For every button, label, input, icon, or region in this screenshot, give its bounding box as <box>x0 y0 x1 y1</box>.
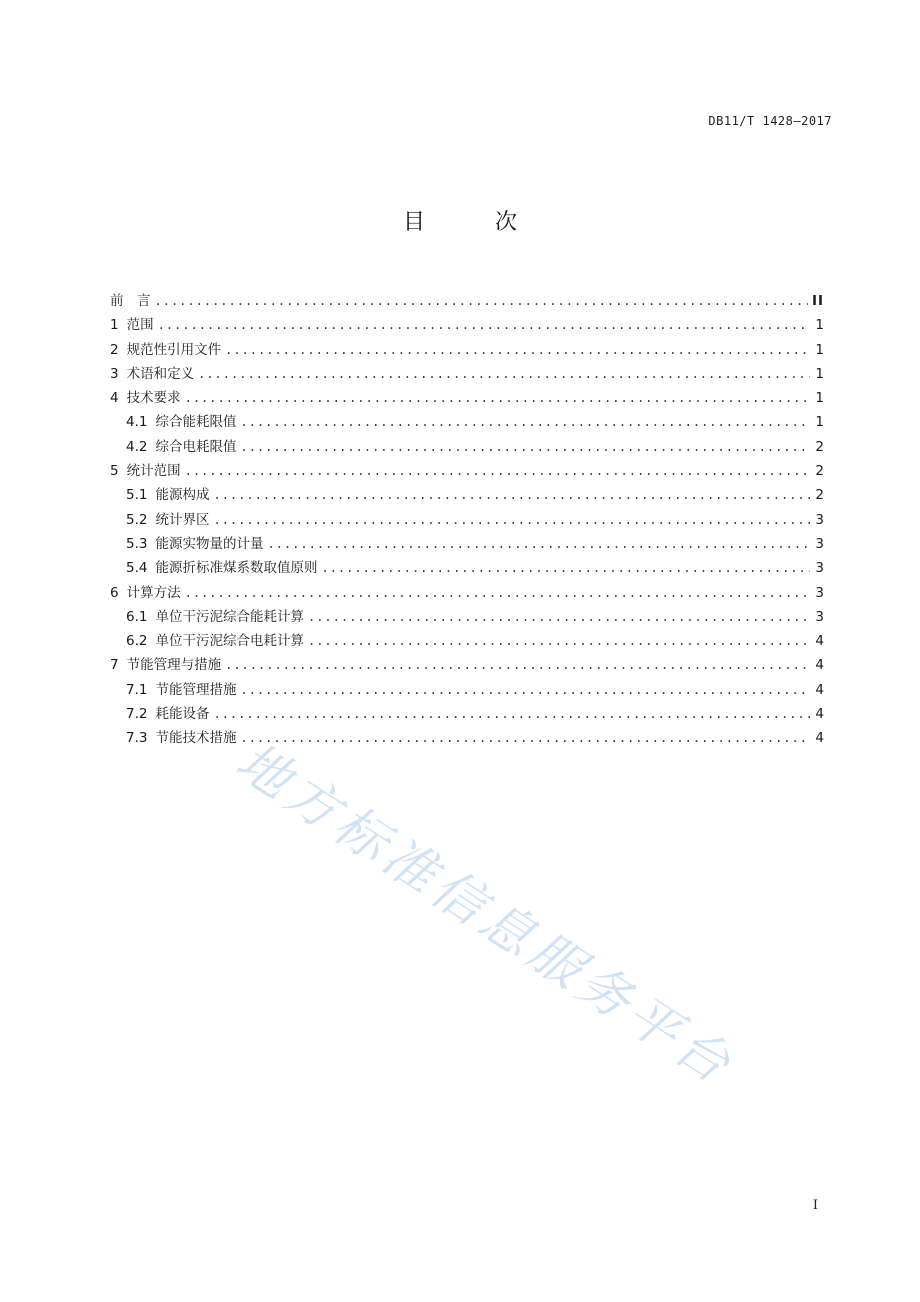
toc-entry[interactable] <box>110 362 824 386</box>
toc-entry[interactable] <box>110 508 824 532</box>
toc-entry-page: 3 <box>815 584 824 601</box>
toc-leader-dots <box>240 435 810 459</box>
toc-entry[interactable] <box>110 726 824 750</box>
toc-entry[interactable] <box>110 629 824 653</box>
toc-entry-title: 节能管理措施 <box>155 681 237 698</box>
toc-entry[interactable] <box>110 435 824 459</box>
toc-entry-number: 6.2 <box>126 633 148 650</box>
toc-entry-title: 计算方法 <box>126 584 181 601</box>
toc-entry-title: 能源实物量的计量 <box>155 535 264 552</box>
toc-entry-number: 6.1 <box>126 608 148 625</box>
toc-leader-dots <box>213 702 810 726</box>
toc-entry-page: II <box>811 293 824 309</box>
toc-entry-page: 4 <box>815 706 824 723</box>
toc-leader-dots <box>198 362 810 386</box>
toc-entry[interactable] <box>110 459 824 483</box>
toc-entry-page: 2 <box>815 438 824 455</box>
toc-entry-title: 术语和定义 <box>126 365 195 382</box>
document-code: DB11/T 1428—2017 <box>708 114 832 128</box>
toc-entry-title: 综合电耗限值 <box>155 438 237 455</box>
toc-entry-number: 7.2 <box>126 706 148 723</box>
toc-entry-page: 3 <box>815 608 824 625</box>
toc-entry[interactable] <box>110 483 824 507</box>
toc-entry[interactable] <box>110 702 824 726</box>
toc-entry-number: 1 <box>110 317 119 334</box>
toc-entry-title: 耗能设备 <box>155 706 210 723</box>
toc-entry[interactable] <box>110 338 824 362</box>
toc-entry[interactable] <box>110 556 824 580</box>
toc-entry-title: 单位干污泥综合电耗计算 <box>155 633 304 650</box>
page-number: I <box>812 1198 818 1213</box>
toc-entry-number: 6 <box>110 584 119 601</box>
toc-entry-number: 5 <box>110 463 119 480</box>
toc-leader-dots <box>213 508 810 532</box>
toc-entry-page: 3 <box>815 560 824 577</box>
toc-entry-page: 2 <box>815 463 824 480</box>
toc-entry[interactable] <box>110 289 824 313</box>
toc-entry-number: 7 <box>110 657 119 674</box>
toc-entry-title: 规范性引用文件 <box>126 341 222 358</box>
toc-leader-dots <box>267 532 810 556</box>
toc-entry-title: 技术要求 <box>126 390 181 407</box>
toc-leader-dots <box>225 653 810 677</box>
watermark: 地方标准信息服务平台 <box>225 731 745 1098</box>
toc-entry-page: 1 <box>815 390 824 407</box>
toc-entry-number: 4.2 <box>126 438 148 455</box>
toc-entry-number: 7.1 <box>126 681 148 698</box>
toc-entry-number: 5.1 <box>126 487 148 504</box>
toc-leader-dots <box>158 313 810 337</box>
toc-entry[interactable] <box>110 653 824 677</box>
toc-entry-page: 2 <box>815 487 824 504</box>
toc-entry-page: 1 <box>815 365 824 382</box>
toc-entry-page: 4 <box>815 681 824 698</box>
toc-entry-number: 5.4 <box>126 560 148 577</box>
toc-entry-number: 7.3 <box>126 730 148 747</box>
toc-entry-page: 4 <box>815 633 824 650</box>
toc-entry-title: 统计界区 <box>155 511 210 528</box>
toc-entry-page: 4 <box>815 657 824 674</box>
toc-entry-number: 4 <box>110 390 119 407</box>
toc-entry-page: 3 <box>815 511 824 528</box>
toc-entry[interactable] <box>110 678 824 702</box>
toc-entry-page: 1 <box>815 414 824 431</box>
toc-entry-page: 1 <box>815 317 824 334</box>
toc-entry-page: 3 <box>815 535 824 552</box>
toc-entry[interactable] <box>110 532 824 556</box>
toc-entry-title: 范围 <box>126 317 154 334</box>
toc-entry-number: 5.2 <box>126 511 148 528</box>
toc-leader-dots <box>308 605 810 629</box>
toc-leader-dots <box>240 726 810 750</box>
toc-entry[interactable] <box>110 410 824 434</box>
toc-entry-title: 能源折标准煤系数取值原则 <box>155 560 318 577</box>
toc-title: 目 次 <box>402 210 541 235</box>
toc-entry[interactable] <box>110 605 824 629</box>
toc-leader-dots <box>155 289 808 313</box>
toc-entry[interactable] <box>110 386 824 410</box>
toc-leader-dots <box>185 581 810 605</box>
toc-leader-dots <box>225 338 810 362</box>
toc-entry-title: 单位干污泥综合能耗计算 <box>155 608 304 625</box>
toc-entry-title: 统计范围 <box>126 463 181 480</box>
toc-entry-number: 4.1 <box>126 414 148 431</box>
toc-entry-title: 综合能耗限值 <box>155 414 237 431</box>
table-of-contents <box>110 289 824 751</box>
toc-leader-dots <box>213 483 810 507</box>
toc-entry-title: 前 言 <box>110 293 151 309</box>
toc-entry-page: 1 <box>815 341 824 358</box>
toc-entry-title: 节能技术措施 <box>155 730 237 747</box>
toc-entry-title: 节能管理与措施 <box>126 657 222 674</box>
toc-entry-page: 4 <box>815 730 824 747</box>
toc-leader-dots <box>185 459 810 483</box>
toc-entry[interactable] <box>110 581 824 605</box>
toc-leader-dots <box>240 678 810 702</box>
toc-leader-dots <box>185 386 810 410</box>
toc-leader-dots <box>321 556 810 580</box>
toc-entry-number: 2 <box>110 341 119 358</box>
toc-leader-dots <box>308 629 810 653</box>
toc-leader-dots <box>240 410 810 434</box>
toc-entry-number: 3 <box>110 365 119 382</box>
toc-entry[interactable] <box>110 313 824 337</box>
toc-entry-title: 能源构成 <box>155 487 210 504</box>
toc-entry-number: 5.3 <box>126 535 148 552</box>
